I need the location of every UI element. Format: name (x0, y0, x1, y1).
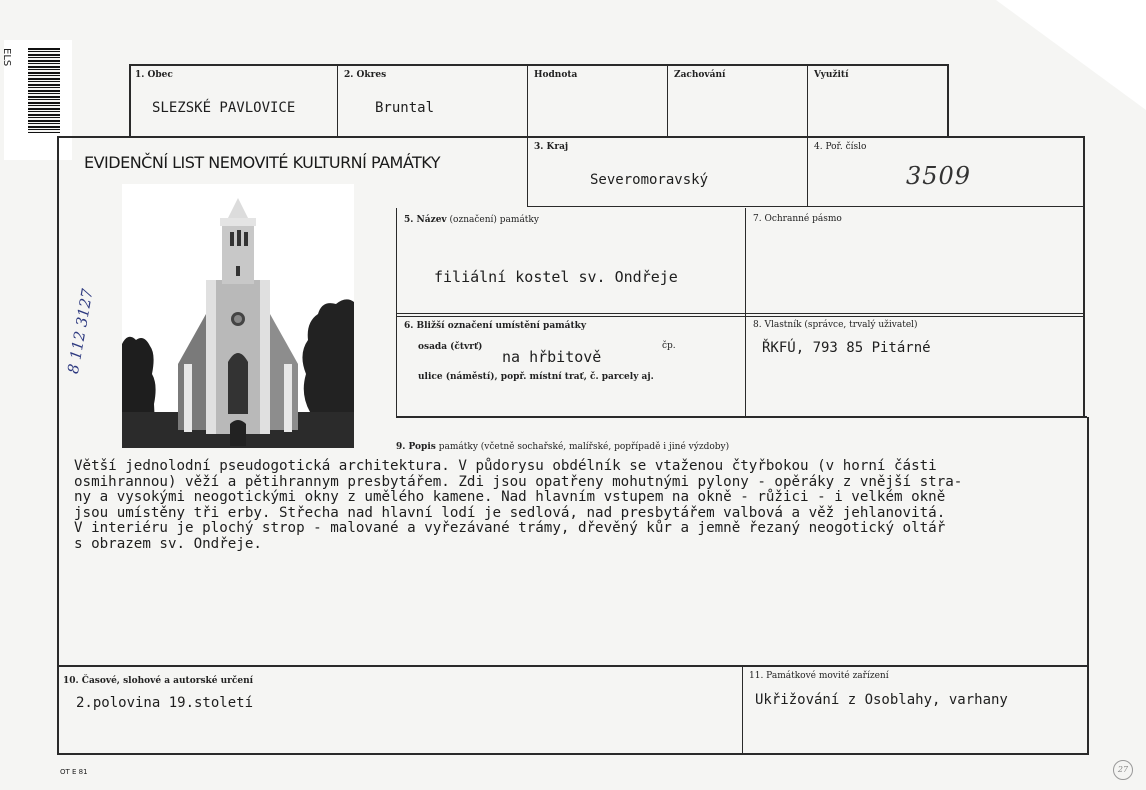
kraj-label: 3. Kraj (534, 142, 569, 152)
nazev-value: filiální kostel sv. Ondřeje (434, 268, 678, 286)
popis-label: 9. Popis památky (včetně sochařské, malířské, popřípadě i jiné výzdoby) (396, 442, 730, 452)
sidebar-code: ELS (1, 48, 12, 67)
popis-text (74, 459, 1084, 553)
obec-label: 1. Obec (135, 70, 173, 80)
ulice-label: ulice (náměstí), popř. místní trať, č. parcely aj. (418, 372, 654, 382)
por-cislo-value: 3509 (906, 162, 972, 190)
zarizeni-value: Ukřižování z Osoblahy, varhany (755, 692, 1008, 708)
archive-stamp: 27 (1113, 760, 1133, 780)
handwritten-note: 8 112 3127 (64, 287, 97, 376)
hodnota-label: Hodnota (534, 70, 578, 80)
footer-code: OT E 81 (60, 768, 88, 776)
popis-line: V interiéru je plochý strop - malované a vyřezávané trámy, dřevěný kůr a jemně řezaný neogotický oltář (74, 520, 946, 537)
osada-label: osada (čtvrť) (418, 342, 483, 352)
vyuziti-label: Využití (814, 70, 849, 80)
datace-label: 10. Časové, slohové a autorské určení (63, 676, 254, 686)
ochranne-pasmo-label: 7. Ochranné pásmo (753, 214, 842, 224)
popis-line: osmihrannou) věží a pětihrannym presbytářem. Zdi jsou opatřeny mohutnými pylony - opěráky z vnější stra- (74, 473, 963, 490)
por-cislo-label: 4. Poř. číslo (814, 142, 867, 152)
okres-value: Bruntal (375, 100, 435, 116)
church-photo (122, 184, 354, 448)
zachovani-label: Zachování (674, 70, 726, 80)
vlastnik-label: 8. Vlastník (správce, trvalý uživatel) (753, 320, 918, 330)
okres-label: 2. Okres (344, 70, 387, 80)
popis-line: Větší jednolodní pseudogotická architektura. V půdorysu obdélník se vtaženou čtyřbokou (v horní části (74, 458, 937, 474)
cp-label: čp. (662, 341, 676, 351)
zarizeni-label: 11. Památkové movité zařízení (749, 671, 889, 681)
barcode (28, 48, 60, 133)
osada-value: na hřbitově (502, 348, 602, 366)
datace-value: 2.polovina 19.století (76, 695, 254, 711)
form-title: EVIDENČNÍ LIST NEMOVITÉ KULTURNÍ PAMÁTKY (84, 153, 440, 172)
obec-value: SLEZSKÉ PAVLOVICE (152, 100, 296, 116)
popis-line: jsou umístěny tři erby. Střecha nad hlavní lodí je sedlová, nad presbytářem valbová a věž jehlanovitá. (74, 504, 946, 521)
popis-line: ny a vysokými neogotickými okny z umělého kamene. Nad hlavním vstupem na okně - růžici - i velkém okně (74, 489, 946, 506)
folded-corner (996, 0, 1146, 110)
vlastnik-value: ŘKFÚ, 793 85 Pitárné (762, 340, 931, 356)
kraj-value: Severomoravský (590, 172, 709, 188)
popis-line: s obrazem sv. Ondřeje. (74, 535, 262, 552)
umisteni-label: 6. Bližší označení umístění památky (404, 321, 587, 331)
nazev-label: 5. Název (označení) památky (404, 215, 539, 225)
